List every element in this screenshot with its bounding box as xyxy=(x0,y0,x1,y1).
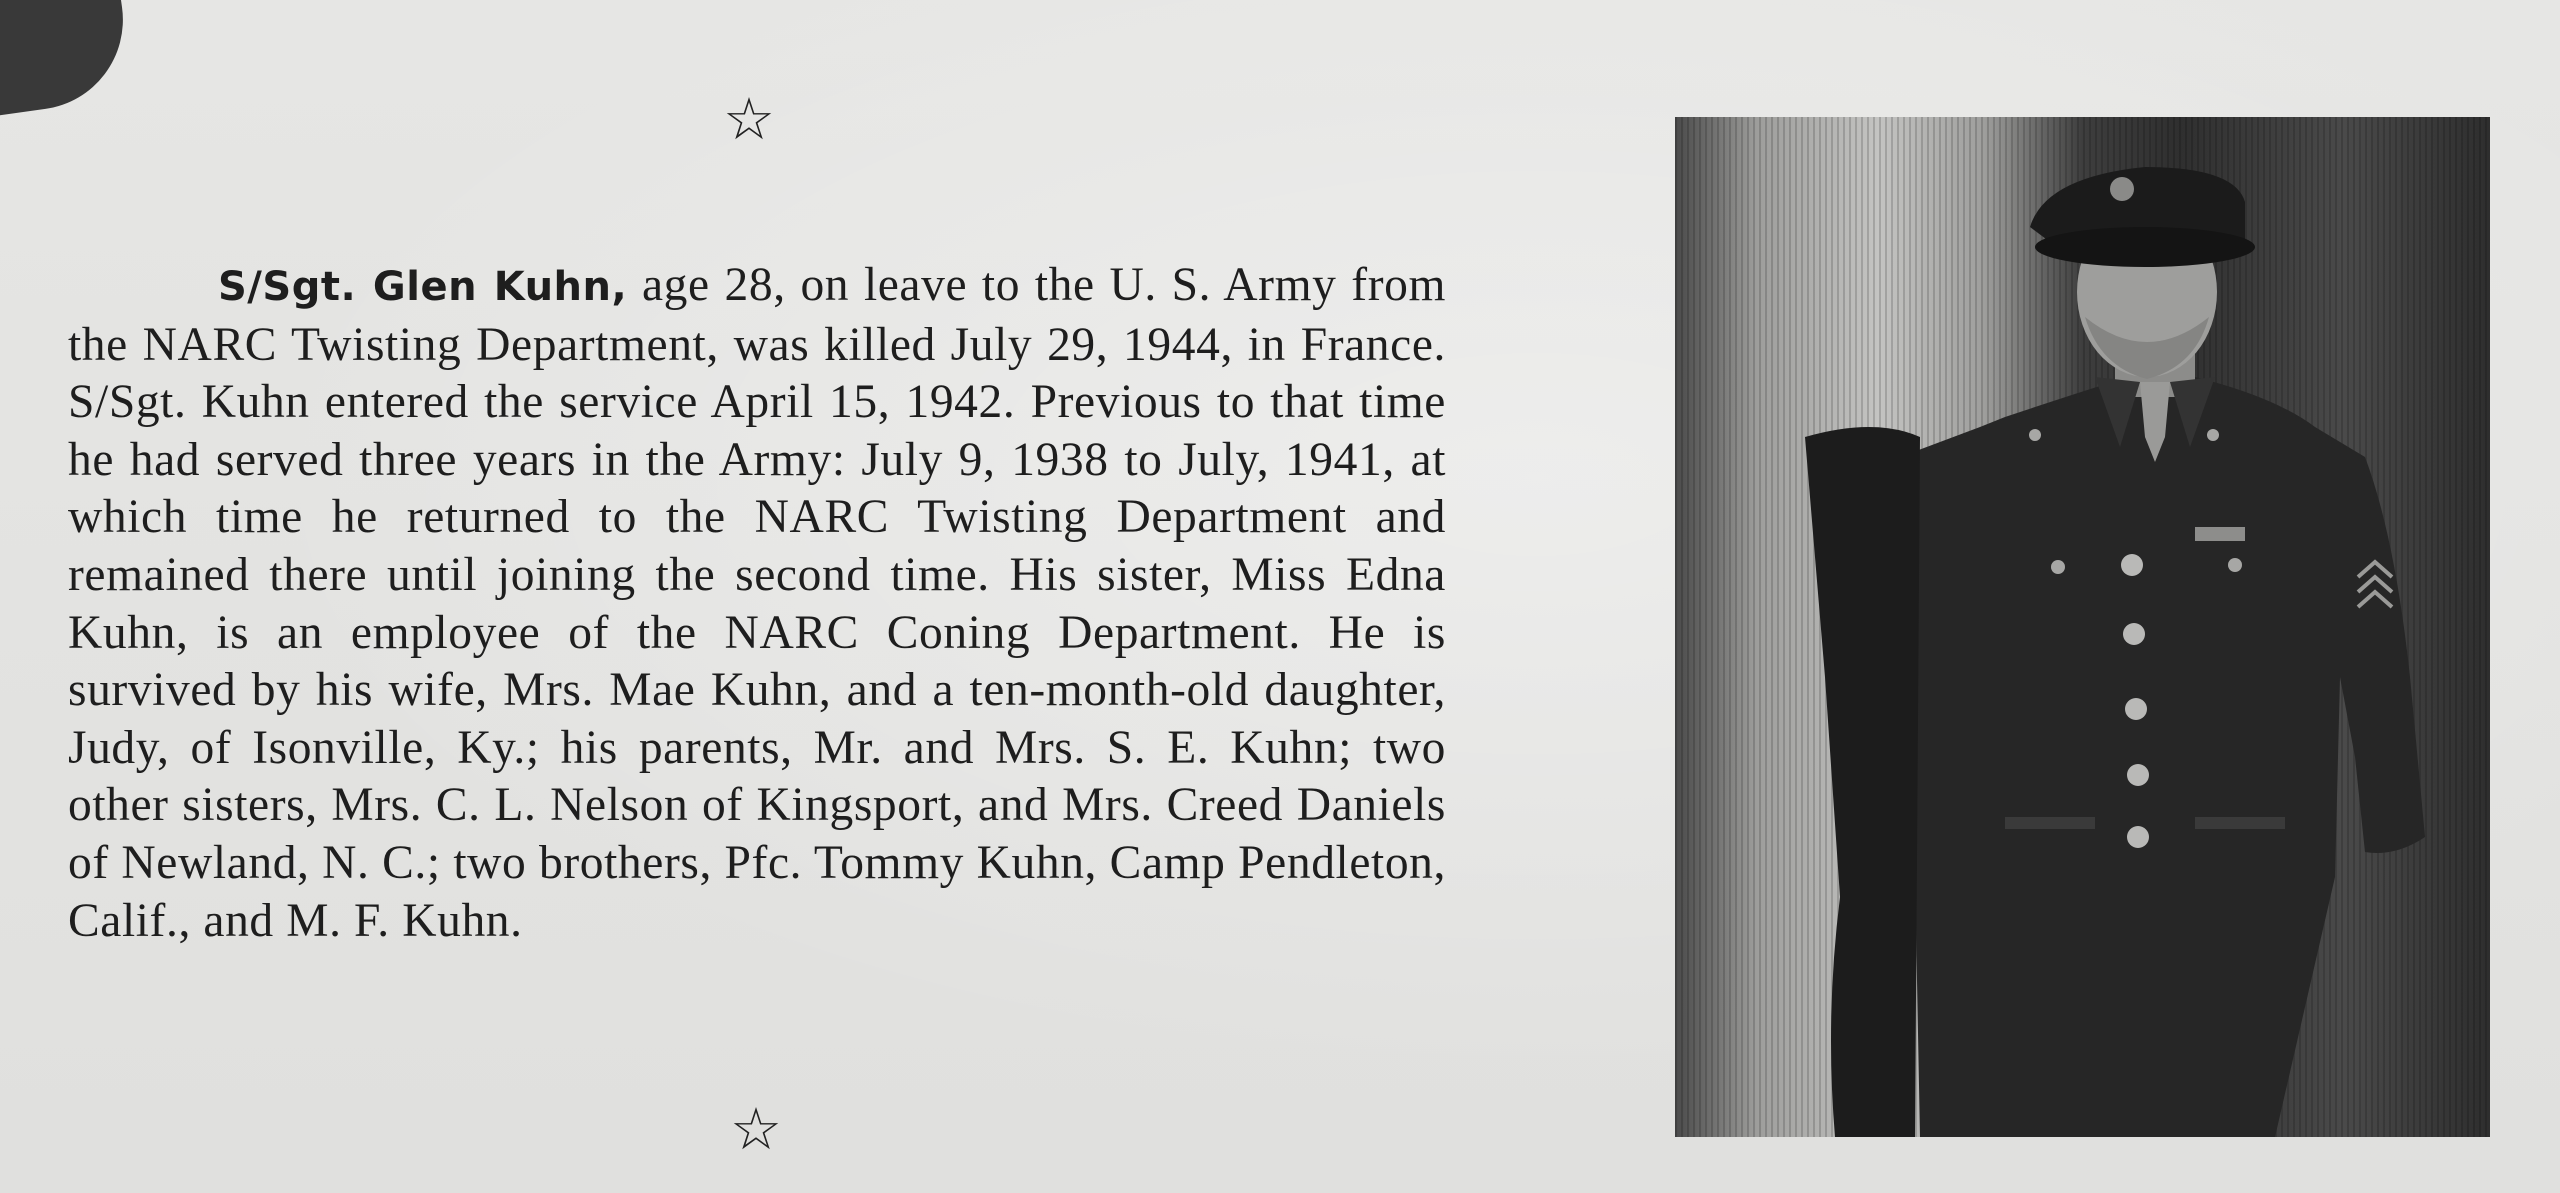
soldier-name: S/Sgt. Glen Kuhn, xyxy=(218,264,628,310)
page-corner-shadow xyxy=(0,0,135,122)
star-ornament-bottom: ☆ xyxy=(730,1095,782,1163)
article-body: age 28, on leave to the U. S. Army from the NARC Twisting Department, was killed July 29, 1944, in France. S/Sgt. Kuhn entered the service April 15, 1942. Previous to that time he had served three years in the Army: July 9, 1938 to July, 1941, at which time he returned to the NARC Twisting Department and remained there until joining the second time. His sister, Miss Edna Kuhn, is an employee of the NARC Coning Department. He is survived by his wife, Mrs. Mae Kuhn, and a ten-month-old daughter, Judy, of Isonville, Ky.; his parents, Mr. and Mrs. S. E. Kuhn; two other sisters, Mrs. C. L. Nelson of Kingsport, and Mrs. Creed Daniels of Newland, N. C.; two brothers, Pfc. Tommy Kuhn, Camp Pendleton, Calif., and M. F. Kuhn. xyxy=(68,259,1447,947)
star-ornament-top: ☆ xyxy=(723,85,775,153)
soldier-figure xyxy=(1675,117,2490,1137)
soldier-photo xyxy=(1675,117,2490,1137)
memorial-article xyxy=(68,257,1446,950)
